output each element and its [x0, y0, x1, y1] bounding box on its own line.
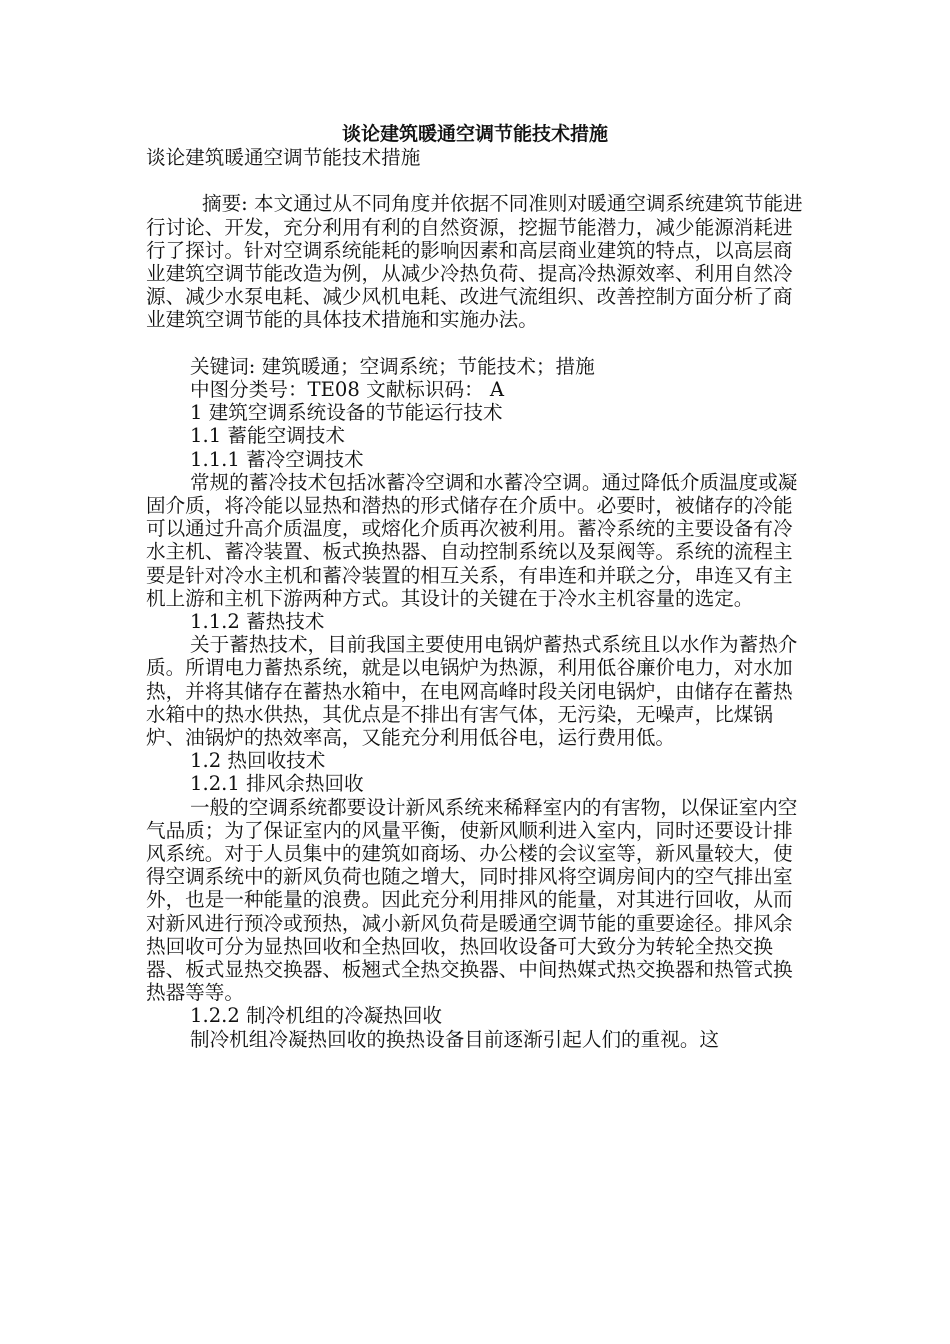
classification-line: 中图分类号：TE08 文献标识码： A: [190, 378, 505, 401]
section-paragraph: 常规的蓄冷技术包括冰蓄冷空调和水蓄冷空调。通过降低介质温度或凝固介质，将冷能以显热和潜热的形式储存在介质中。必要时，被储存的冷能可以通过升高介质温度，或熔化介质再次被利用。蓄冷系统的主要设备有冷水主机、蓄冷装置、板式换热器、自动控制系统以及泵阀等。系统的流程主要是针对冷水主机和蓄冷装置的相互关系，有串连和并联之分，串连又有主机上游和主机下游两种方式。其设计的关键在于冷水主机容量的选定。: [146, 470, 798, 610]
section-heading: 1.2.1 排风余热回收: [190, 772, 364, 796]
abstract-paragraph: 摘要: 本文通过从不同角度并依据不同准则对暖通空调系统建筑节能进行讨论、开发，充分利用有利的自然资源，挖掘节能潜力，减少能源消耗进行了探讨。针对空调系统能耗的影响因素和高层商业建筑的特点，以高层商业建筑空调节能改造为例，从减少冷热负荷、提高冷热源效率、利用自然冷源、减少水泵电耗、减少风机电耗、改进气流组织、改善控制方面分析了商业建筑空调节能的具体技术措施和实施办法。: [146, 192, 803, 332]
document-body: [146, 146, 806, 1051]
keywords-line: 关键词: 建筑暖通；空调系统；节能技术；措施: [190, 354, 595, 378]
section-heading: 1.1 蓄能空调技术: [190, 424, 345, 448]
section-heading: 1.2.2 制冷机组的冷凝热回收: [190, 1004, 443, 1028]
section-heading: 1.2 热回收技术: [190, 749, 326, 773]
section-heading: 1.1.1 蓄冷空调技术: [190, 447, 364, 471]
section-paragraph: 关于蓄热技术，目前我国主要使用电锅炉蓄热式系统且以水作为蓄热介质。所谓电力蓄热系统，就是以电锅炉为热源，利用低谷廉价电力，对水加热，并将其储存在蓄热水箱中，在电网高峰时段关闭电锅炉，由储存在蓄热水箱中的热水供热，其优点是不排出有害气体，无污染，无噪声，比煤锅炉、油锅炉的热效率高，又能充分利用低谷电，运行费用低。: [146, 633, 798, 750]
spacer: [146, 169, 806, 192]
section-paragraph: 制冷机组冷凝热回收的换热设备目前逐渐引起人们的重视。这: [190, 1027, 720, 1051]
section-heading: 1.1.2 蓄热技术: [190, 610, 325, 634]
spacer: [146, 332, 806, 355]
section-heading: 1 建筑空调系统设备的节能运行技术: [190, 401, 503, 425]
section-paragraph: 一般的空调系统都要设计新风系统来稀释室内的有害物，以保证室内空气品质；为了保证室内的风量平衡，使新风顺利进入室内，同时还要设计排风系统。对于人员集中的建筑如商场、办公楼的会议室等，新风量较大，使得空调系统中的新风负荷也随之增大，同时排风将空调房间内的空气排出室外，也是一种能量的浪费。因此充分利用排风的能量，对其进行回收，从而对新风进行预冷或预热，减小新风负荷是暖通空调节能的重要途径。排风余热回收可分为显热回收和全热回收，热回收设备可大致分为转轮全热交换器、板式显热交换器、板翘式全热交换器、中间热媒式热交换器和热管式换热器等等。: [146, 795, 798, 1005]
document-subtitle: 谈论建筑暖通空调节能技术措施: [146, 146, 421, 169]
document-title: 谈论建筑暖通空调节能技术措施: [341, 123, 608, 145]
